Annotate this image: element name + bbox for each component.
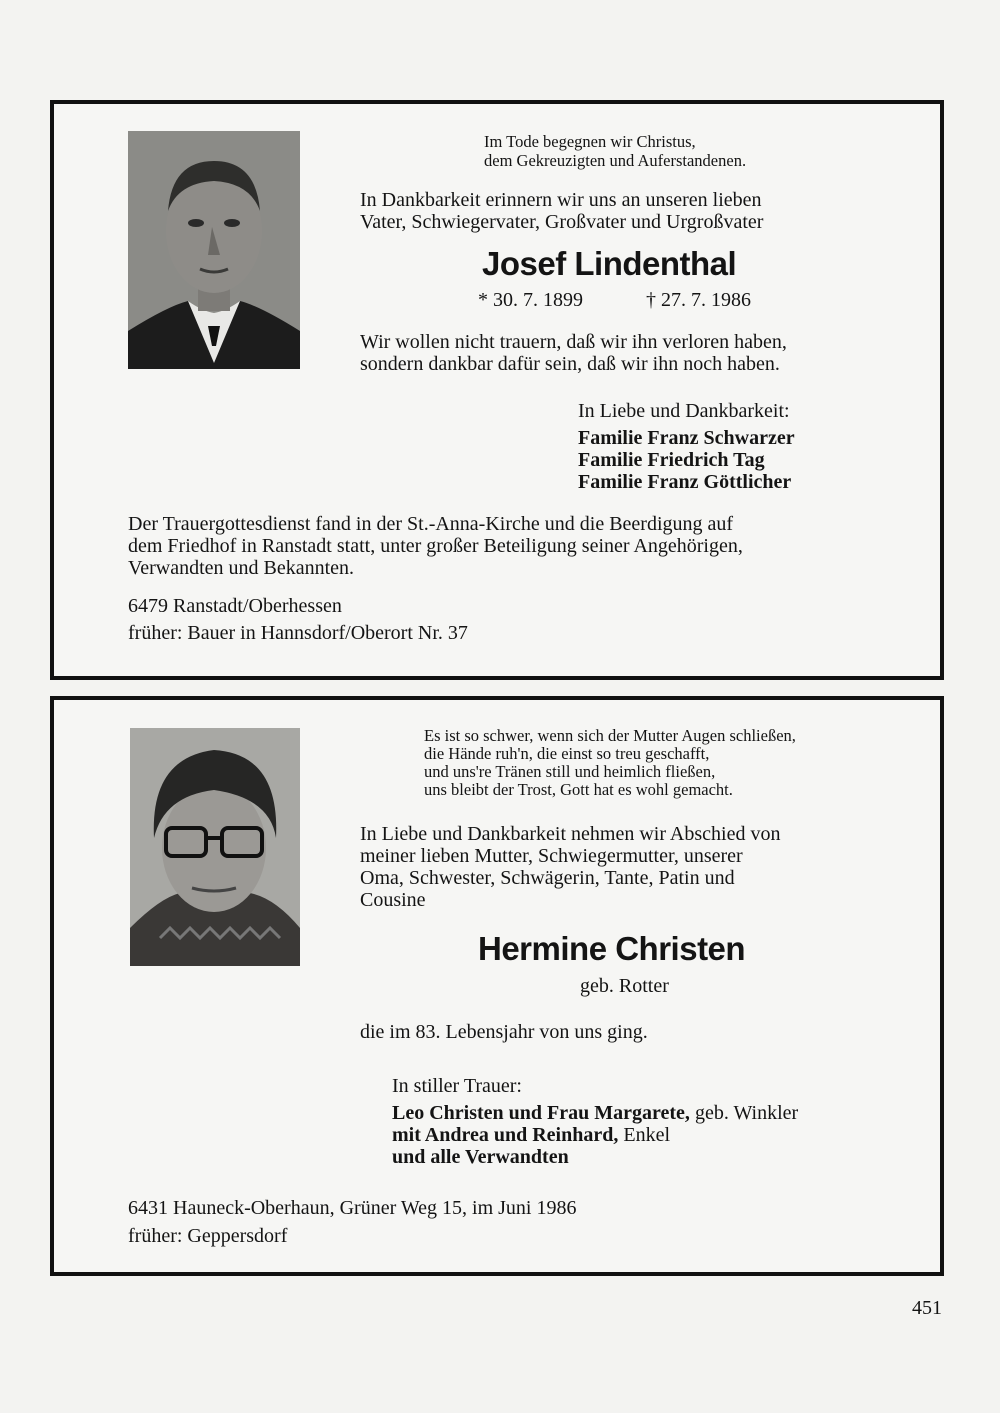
intro-line-1: In Dankbarkeit erinnern wir uns an unseren lieben xyxy=(360,189,762,211)
age-line: die im 83. Lebensjahr von uns ging. xyxy=(360,1021,648,1043)
mourner-2-name: mit Andrea und Reinhard, xyxy=(392,1124,619,1146)
family-2: Familie Friedrich Tag xyxy=(578,449,765,471)
service-line-1: Der Trauergottesdienst fand in der St.-Anna-Kirche und die Beerdigung auf xyxy=(128,513,734,535)
obituary-josef-lindenthal xyxy=(50,100,944,680)
maiden-name: geb. Rotter xyxy=(580,975,669,997)
signoff: In stiller Trauer: xyxy=(392,1075,522,1097)
mourner-1-note: geb. Winkler xyxy=(689,1102,799,1124)
intro-line-2: meiner lieben Mutter, Schwiegermutter, unserer xyxy=(360,845,743,867)
intro-line-1: In Liebe und Dankbarkeit nehmen wir Abschied von xyxy=(360,823,781,845)
family-3: Familie Franz Göttlicher xyxy=(578,471,792,493)
obituary-hermine-christen xyxy=(50,696,944,1276)
poem-line-1: Es ist so schwer, wenn sich der Mutter Augen schließen, xyxy=(424,726,796,745)
poem-line-3: und uns're Tränen still und heimlich fließen, xyxy=(424,762,716,781)
intro-line-4: Cousine xyxy=(360,889,426,911)
poem-line-4: uns bleibt der Trost, Gott hat es wohl gemacht. xyxy=(424,780,733,799)
former-address: früher: Geppersdorf xyxy=(128,1225,288,1247)
signoff: In Liebe und Dankbarkeit: xyxy=(578,400,790,422)
motto-line-2: dem Gekreuzigten und Auferstandenen. xyxy=(484,151,747,170)
deceased-name: Hermine Christen xyxy=(478,930,746,967)
intro-line-3: Oma, Schwester, Schwägerin, Tante, Patin und xyxy=(360,867,735,889)
service-line-2: dem Friedhof in Ranstadt statt, unter großer Beteiligung seiner Angehörigen, xyxy=(128,535,743,557)
mourner-2-note: Enkel xyxy=(618,1124,671,1146)
poem-line-2: die Hände ruh'n, die einst so treu geschafft, xyxy=(424,744,710,763)
former-address: früher: Bauer in Hannsdorf/Oberort Nr. 37 xyxy=(128,622,468,644)
portrait-photo-hermine xyxy=(130,728,300,966)
mourner-line-3: und alle Verwandten xyxy=(392,1146,569,1168)
mourner-line-1 xyxy=(392,1103,798,1125)
death-date: † 27. 7. 1986 xyxy=(646,289,751,311)
intro-line-2: Vater, Schwiegervater, Großvater und Urgroßvater xyxy=(360,211,764,233)
mourner-1-name: Leo Christen und Frau Margarete, xyxy=(392,1102,690,1124)
deceased-name: Josef Lindenthal xyxy=(482,245,737,282)
birth-date: * 30. 7. 1899 xyxy=(478,289,583,311)
service-line-3: Verwandten und Bekannten. xyxy=(128,557,355,579)
quote-line-1: Wir wollen nicht trauern, daß wir ihn verloren haben, xyxy=(360,331,787,353)
family-1: Familie Franz Schwarzer xyxy=(578,427,795,449)
quote-line-2: sondern dankbar dafür sein, daß wir ihn noch haben. xyxy=(360,353,780,375)
page-number: 451 xyxy=(912,1297,942,1319)
motto-line-1: Im Tode begegnen wir Christus, xyxy=(484,132,696,151)
mourner-line-2 xyxy=(392,1125,670,1147)
address: 6431 Hauneck-Oberhaun, Grüner Weg 15, im Juni 1986 xyxy=(128,1197,577,1219)
portrait-photo-josef xyxy=(128,131,300,369)
address: 6479 Ranstadt/Oberhessen xyxy=(128,595,342,617)
